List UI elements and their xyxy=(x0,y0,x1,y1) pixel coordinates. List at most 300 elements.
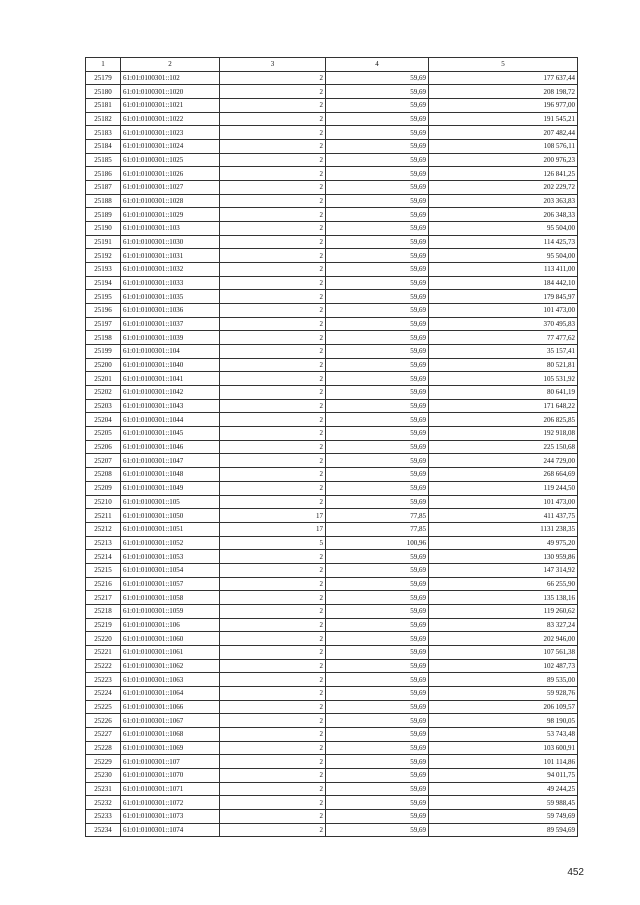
table-cell-col1: 25209 xyxy=(86,481,121,495)
table-cell-col2: 61:01:0100301::105 xyxy=(121,495,220,509)
table-cell-col5: 184 442,10 xyxy=(429,276,578,290)
table-row xyxy=(86,563,578,577)
table-row xyxy=(86,768,578,782)
table-cell-col2: 61:01:0100301::1063 xyxy=(121,673,220,687)
table-cell-col2: 61:01:0100301::1062 xyxy=(121,659,220,673)
column-header-5: 5 xyxy=(429,58,578,72)
table-row xyxy=(86,618,578,632)
table-cell-col4: 59,69 xyxy=(326,358,429,372)
table-cell-col2: 61:01:0100301::1033 xyxy=(121,276,220,290)
table-cell-col5: 89 535,00 xyxy=(429,673,578,687)
table-cell-col3: 2 xyxy=(220,659,326,673)
table-cell-col2: 61:01:0100301::102 xyxy=(121,71,220,85)
table-cell-col5: 83 327,24 xyxy=(429,618,578,632)
table-cell-col2: 61:01:0100301::1022 xyxy=(121,112,220,126)
table-cell-col2: 61:01:0100301::1071 xyxy=(121,782,220,796)
table-cell-col1: 25218 xyxy=(86,604,121,618)
table-row xyxy=(86,140,578,154)
table-cell-col1: 25182 xyxy=(86,112,121,126)
table-cell-col4: 59,69 xyxy=(326,604,429,618)
table-row xyxy=(86,632,578,646)
table-cell-col4: 59,69 xyxy=(326,659,429,673)
table-row xyxy=(86,809,578,823)
table-row xyxy=(86,495,578,509)
table-cell-col2: 61:01:0100301::1059 xyxy=(121,604,220,618)
table-cell-col5: 130 959,86 xyxy=(429,550,578,564)
table-cell-col3: 2 xyxy=(220,276,326,290)
table-cell-col1: 25199 xyxy=(86,345,121,359)
table-cell-col1: 25201 xyxy=(86,372,121,386)
table-cell-col5: 114 425,73 xyxy=(429,235,578,249)
table-cell-col1: 25230 xyxy=(86,768,121,782)
table-cell-col1: 25227 xyxy=(86,727,121,741)
table-cell-col2: 61:01:0100301::1026 xyxy=(121,167,220,181)
table-cell-col5: 95 504,00 xyxy=(429,249,578,263)
table-cell-col3: 2 xyxy=(220,618,326,632)
table-cell-col3: 2 xyxy=(220,741,326,755)
table-cell-col5: 105 531,92 xyxy=(429,372,578,386)
table-row xyxy=(86,413,578,427)
table-cell-col5: 98 190,05 xyxy=(429,714,578,728)
table-row xyxy=(86,782,578,796)
table-row xyxy=(86,276,578,290)
table-cell-col1: 25183 xyxy=(86,126,121,140)
table-cell-col5: 206 825,85 xyxy=(429,413,578,427)
table-cell-col3: 2 xyxy=(220,782,326,796)
table-cell-col3: 2 xyxy=(220,208,326,222)
table-cell-col5: 225 150,68 xyxy=(429,440,578,454)
table-cell-col3: 2 xyxy=(220,686,326,700)
table-cell-col2: 61:01:0100301::1052 xyxy=(121,536,220,550)
table-cell-col1: 25181 xyxy=(86,99,121,113)
table-cell-col5: 191 545,21 xyxy=(429,112,578,126)
table-cell-col5: 206 348,33 xyxy=(429,208,578,222)
table-cell-col1: 25213 xyxy=(86,536,121,550)
table-cell-col5: 49 975,20 xyxy=(429,536,578,550)
table-cell-col2: 61:01:0100301::1028 xyxy=(121,194,220,208)
table-cell-col5: 66 255,90 xyxy=(429,577,578,591)
table-cell-col1: 25222 xyxy=(86,659,121,673)
table-cell-col3: 2 xyxy=(220,181,326,195)
table-cell-col4: 59,69 xyxy=(326,809,429,823)
table-cell-col1: 25204 xyxy=(86,413,121,427)
table-row xyxy=(86,577,578,591)
table-cell-col5: 102 487,73 xyxy=(429,659,578,673)
table-cell-col4: 59,69 xyxy=(326,700,429,714)
table-cell-col4: 59,69 xyxy=(326,782,429,796)
table-cell-col5: 101 114,86 xyxy=(429,755,578,769)
table-cell-col1: 25191 xyxy=(86,235,121,249)
table-cell-col5: 370 495,83 xyxy=(429,317,578,331)
table-cell-col4: 59,69 xyxy=(326,112,429,126)
table-cell-col3: 5 xyxy=(220,536,326,550)
table-cell-col1: 25216 xyxy=(86,577,121,591)
table-cell-col1: 25229 xyxy=(86,755,121,769)
table-cell-col1: 25212 xyxy=(86,522,121,536)
table-cell-col1: 25188 xyxy=(86,194,121,208)
table-cell-col1: 25190 xyxy=(86,222,121,236)
table-cell-col3: 2 xyxy=(220,468,326,482)
table-cell-col2: 61:01:0100301::1044 xyxy=(121,413,220,427)
table-cell-col3: 2 xyxy=(220,550,326,564)
table-cell-col3: 2 xyxy=(220,317,326,331)
table-row xyxy=(86,481,578,495)
table-row xyxy=(86,604,578,618)
table-cell-col5: 59 928,76 xyxy=(429,686,578,700)
table-cell-col5: 171 648,22 xyxy=(429,399,578,413)
table-cell-col3: 2 xyxy=(220,358,326,372)
table-cell-col4: 59,69 xyxy=(326,495,429,509)
table-cell-col1: 25215 xyxy=(86,563,121,577)
table-cell-col5: 59 988,45 xyxy=(429,796,578,810)
table-row xyxy=(86,208,578,222)
table-row xyxy=(86,167,578,181)
table-cell-col1: 25203 xyxy=(86,399,121,413)
table-row xyxy=(86,85,578,99)
table-cell-col4: 59,69 xyxy=(326,755,429,769)
table-row xyxy=(86,372,578,386)
table-cell-col1: 25220 xyxy=(86,632,121,646)
table-cell-col3: 2 xyxy=(220,194,326,208)
table-cell-col2: 61:01:0100301::1057 xyxy=(121,577,220,591)
page-number: 452 xyxy=(567,867,584,878)
table-cell-col3: 2 xyxy=(220,71,326,85)
table-cell-col2: 61:01:0100301::1039 xyxy=(121,331,220,345)
table-cell-col3: 2 xyxy=(220,331,326,345)
table-cell-col2: 61:01:0100301::1020 xyxy=(121,85,220,99)
table-cell-col2: 61:01:0100301::1045 xyxy=(121,427,220,441)
table-cell-col4: 59,69 xyxy=(326,85,429,99)
table-row xyxy=(86,591,578,605)
table-cell-col2: 61:01:0100301::1032 xyxy=(121,263,220,277)
table-cell-col5: 268 664,69 xyxy=(429,468,578,482)
table-cell-col3: 2 xyxy=(220,755,326,769)
table-cell-col5: 53 743,48 xyxy=(429,727,578,741)
table-cell-col4: 59,69 xyxy=(326,304,429,318)
table-cell-col3: 2 xyxy=(220,153,326,167)
table-row xyxy=(86,249,578,263)
table-cell-col4: 59,69 xyxy=(326,276,429,290)
table-cell-col5: 101 473,00 xyxy=(429,495,578,509)
table-cell-col2: 61:01:0100301::1051 xyxy=(121,522,220,536)
table-cell-col4: 59,69 xyxy=(326,686,429,700)
table-cell-col2: 61:01:0100301::1074 xyxy=(121,823,220,837)
table-cell-col2: 61:01:0100301::1070 xyxy=(121,768,220,782)
table-cell-col5: 202 946,00 xyxy=(429,632,578,646)
table-cell-col4: 59,69 xyxy=(326,140,429,154)
table-cell-col2: 61:01:0100301::103 xyxy=(121,222,220,236)
table-cell-col1: 25225 xyxy=(86,700,121,714)
table-row xyxy=(86,468,578,482)
table-cell-col3: 2 xyxy=(220,796,326,810)
table-cell-col5: 179 845,97 xyxy=(429,290,578,304)
table-cell-col5: 59 749,69 xyxy=(429,809,578,823)
table-cell-col5: 196 977,00 xyxy=(429,99,578,113)
table-row xyxy=(86,727,578,741)
table-cell-col2: 61:01:0100301::1041 xyxy=(121,372,220,386)
table-row xyxy=(86,181,578,195)
table-cell-col2: 61:01:0100301::1029 xyxy=(121,208,220,222)
table-cell-col4: 59,69 xyxy=(326,481,429,495)
table-row xyxy=(86,399,578,413)
table-row xyxy=(86,290,578,304)
table-cell-col5: 80 641,19 xyxy=(429,386,578,400)
table-cell-col4: 59,69 xyxy=(326,714,429,728)
table-cell-col4: 59,69 xyxy=(326,194,429,208)
table-cell-col4: 59,69 xyxy=(326,249,429,263)
table-cell-col4: 59,69 xyxy=(326,372,429,386)
column-header-4: 4 xyxy=(326,58,429,72)
table-cell-col1: 25200 xyxy=(86,358,121,372)
table-cell-col4: 59,69 xyxy=(326,591,429,605)
table-cell-col3: 2 xyxy=(220,304,326,318)
table-cell-col4: 59,69 xyxy=(326,399,429,413)
table-cell-col3: 2 xyxy=(220,263,326,277)
table-row xyxy=(86,317,578,331)
table-cell-col3: 2 xyxy=(220,440,326,454)
table-cell-col3: 2 xyxy=(220,235,326,249)
table-cell-col2: 61:01:0100301::1069 xyxy=(121,741,220,755)
table-cell-col1: 25228 xyxy=(86,741,121,755)
table-cell-col2: 61:01:0100301::1049 xyxy=(121,481,220,495)
table-row xyxy=(86,741,578,755)
table-cell-col2: 61:01:0100301::1061 xyxy=(121,645,220,659)
table-cell-col4: 59,69 xyxy=(326,413,429,427)
table-cell-col4: 59,69 xyxy=(326,632,429,646)
table-cell-col2: 61:01:0100301::1066 xyxy=(121,700,220,714)
table-row xyxy=(86,659,578,673)
table-cell-col4: 59,69 xyxy=(326,673,429,687)
table-cell-col2: 61:01:0100301::1073 xyxy=(121,809,220,823)
table-cell-col1: 25208 xyxy=(86,468,121,482)
table-cell-col1: 25198 xyxy=(86,331,121,345)
table-cell-col2: 61:01:0100301::1043 xyxy=(121,399,220,413)
table-cell-col4: 59,69 xyxy=(326,153,429,167)
table-row xyxy=(86,796,578,810)
table-cell-col2: 61:01:0100301::1024 xyxy=(121,140,220,154)
table-cell-col2: 61:01:0100301::104 xyxy=(121,345,220,359)
table-cell-col5: 77 477,62 xyxy=(429,331,578,345)
table-cell-col2: 61:01:0100301::1064 xyxy=(121,686,220,700)
table-cell-col3: 2 xyxy=(220,222,326,236)
table-row xyxy=(86,522,578,536)
table-cell-col4: 59,69 xyxy=(326,440,429,454)
table-cell-col3: 2 xyxy=(220,345,326,359)
table-cell-col1: 25205 xyxy=(86,427,121,441)
table-cell-col3: 2 xyxy=(220,577,326,591)
table-cell-col2: 61:01:0100301::1037 xyxy=(121,317,220,331)
table-cell-col4: 59,69 xyxy=(326,468,429,482)
table-cell-col2: 61:01:0100301::1072 xyxy=(121,796,220,810)
table-row xyxy=(86,194,578,208)
table-cell-col4: 59,69 xyxy=(326,386,429,400)
table-cell-col3: 2 xyxy=(220,140,326,154)
table-cell-col3: 2 xyxy=(220,809,326,823)
table-cell-col3: 2 xyxy=(220,481,326,495)
table-cell-col3: 2 xyxy=(220,112,326,126)
table-cell-col4: 59,69 xyxy=(326,645,429,659)
table-cell-col3: 2 xyxy=(220,823,326,837)
table-row xyxy=(86,645,578,659)
table-cell-col3: 2 xyxy=(220,249,326,263)
table-cell-col2: 61:01:0100301::1030 xyxy=(121,235,220,249)
column-header-1: 1 xyxy=(86,58,121,72)
table-cell-col4: 59,69 xyxy=(326,290,429,304)
table-cell-col1: 25196 xyxy=(86,304,121,318)
table-cell-col1: 25197 xyxy=(86,317,121,331)
table-cell-col2: 61:01:0100301::1036 xyxy=(121,304,220,318)
table-cell-col5: 202 229,72 xyxy=(429,181,578,195)
table-cell-col5: 80 521,81 xyxy=(429,358,578,372)
table-cell-col5: 49 244,25 xyxy=(429,782,578,796)
table-cell-col4: 59,69 xyxy=(326,796,429,810)
table-cell-col3: 2 xyxy=(220,167,326,181)
table-cell-col1: 25231 xyxy=(86,782,121,796)
table-cell-col3: 2 xyxy=(220,454,326,468)
table-cell-col1: 25194 xyxy=(86,276,121,290)
table-cell-col1: 25187 xyxy=(86,181,121,195)
table-row xyxy=(86,263,578,277)
table-cell-col1: 25214 xyxy=(86,550,121,564)
table-row xyxy=(86,686,578,700)
table-cell-col4: 59,69 xyxy=(326,768,429,782)
table-cell-col4: 59,69 xyxy=(326,741,429,755)
table-cell-col1: 25221 xyxy=(86,645,121,659)
table-cell-col4: 59,69 xyxy=(326,208,429,222)
table-cell-col5: 107 561,38 xyxy=(429,645,578,659)
table-cell-col3: 2 xyxy=(220,563,326,577)
table-cell-col4: 77,85 xyxy=(326,509,429,523)
table-cell-col1: 25180 xyxy=(86,85,121,99)
table-row xyxy=(86,71,578,85)
data-table xyxy=(85,57,578,837)
table-cell-col5: 135 138,16 xyxy=(429,591,578,605)
table-cell-col2: 61:01:0100301::1035 xyxy=(121,290,220,304)
table-cell-col5: 147 314,92 xyxy=(429,563,578,577)
table-cell-col3: 2 xyxy=(220,290,326,304)
table-cell-col1: 25217 xyxy=(86,591,121,605)
table-cell-col1: 25226 xyxy=(86,714,121,728)
table-cell-col1: 25207 xyxy=(86,454,121,468)
table-row xyxy=(86,358,578,372)
table-cell-col2: 61:01:0100301::1021 xyxy=(121,99,220,113)
table-cell-col4: 59,69 xyxy=(326,577,429,591)
table-row xyxy=(86,755,578,769)
table-row xyxy=(86,235,578,249)
table-cell-col2: 61:01:0100301::1048 xyxy=(121,468,220,482)
table-cell-col4: 59,69 xyxy=(326,345,429,359)
table-cell-col5: 200 976,23 xyxy=(429,153,578,167)
table-cell-col2: 61:01:0100301::1023 xyxy=(121,126,220,140)
table-cell-col4: 59,69 xyxy=(326,317,429,331)
table-row xyxy=(86,700,578,714)
column-header-3: 3 xyxy=(220,58,326,72)
table-cell-col5: 101 473,00 xyxy=(429,304,578,318)
table-cell-col3: 2 xyxy=(220,126,326,140)
table-cell-col4: 59,69 xyxy=(326,167,429,181)
table-row xyxy=(86,714,578,728)
table-cell-col2: 61:01:0100301::1025 xyxy=(121,153,220,167)
table-row xyxy=(86,345,578,359)
table-cell-col5: 113 411,00 xyxy=(429,263,578,277)
table-cell-col2: 61:01:0100301::1058 xyxy=(121,591,220,605)
table-cell-col4: 59,69 xyxy=(326,823,429,837)
table-cell-col5: 192 918,08 xyxy=(429,427,578,441)
table-cell-col5: 119 260,62 xyxy=(429,604,578,618)
table-cell-col4: 59,69 xyxy=(326,550,429,564)
table-cell-col4: 59,69 xyxy=(326,181,429,195)
table-cell-col4: 77,85 xyxy=(326,522,429,536)
table-cell-col3: 17 xyxy=(220,522,326,536)
table-cell-col5: 244 729,00 xyxy=(429,454,578,468)
table-cell-col2: 61:01:0100301::1027 xyxy=(121,181,220,195)
table-cell-col4: 59,69 xyxy=(326,331,429,345)
table-cell-col3: 2 xyxy=(220,495,326,509)
table-cell-col4: 59,69 xyxy=(326,727,429,741)
table-cell-col3: 2 xyxy=(220,700,326,714)
table-cell-col5: 35 157,41 xyxy=(429,345,578,359)
table-cell-col5: 206 109,57 xyxy=(429,700,578,714)
table-cell-col4: 59,69 xyxy=(326,454,429,468)
table-cell-col1: 25210 xyxy=(86,495,121,509)
table-cell-col4: 100,96 xyxy=(326,536,429,550)
table-cell-col1: 25206 xyxy=(86,440,121,454)
table-body xyxy=(86,71,578,837)
table-cell-col2: 61:01:0100301::1067 xyxy=(121,714,220,728)
table-cell-col1: 25195 xyxy=(86,290,121,304)
table-cell-col4: 59,69 xyxy=(326,126,429,140)
table-cell-col2: 61:01:0100301::1042 xyxy=(121,386,220,400)
table-cell-col5: 411 437,75 xyxy=(429,509,578,523)
table-cell-col3: 2 xyxy=(220,632,326,646)
table-cell-col5: 95 504,00 xyxy=(429,222,578,236)
table-cell-col5: 94 011,75 xyxy=(429,768,578,782)
table-cell-col1: 25186 xyxy=(86,167,121,181)
table-cell-col3: 2 xyxy=(220,399,326,413)
table-cell-col4: 59,69 xyxy=(326,222,429,236)
table-cell-col2: 61:01:0100301::106 xyxy=(121,618,220,632)
table-row xyxy=(86,550,578,564)
table-row xyxy=(86,126,578,140)
table-cell-col1: 25184 xyxy=(86,140,121,154)
table-cell-col3: 2 xyxy=(220,673,326,687)
table-cell-col1: 25193 xyxy=(86,263,121,277)
column-header-2: 2 xyxy=(121,58,220,72)
table-cell-col2: 61:01:0100301::1054 xyxy=(121,563,220,577)
table-cell-col3: 2 xyxy=(220,99,326,113)
table-row xyxy=(86,112,578,126)
table-cell-col4: 59,69 xyxy=(326,563,429,577)
table-row xyxy=(86,331,578,345)
table-cell-col1: 25202 xyxy=(86,386,121,400)
table-row xyxy=(86,99,578,113)
table-row xyxy=(86,509,578,523)
table-row xyxy=(86,673,578,687)
table-cell-col5: 126 841,25 xyxy=(429,167,578,181)
table-cell-col2: 61:01:0100301::107 xyxy=(121,755,220,769)
table-cell-col3: 2 xyxy=(220,427,326,441)
table-cell-col4: 59,69 xyxy=(326,618,429,632)
table-cell-col1: 25192 xyxy=(86,249,121,263)
table-cell-col3: 2 xyxy=(220,768,326,782)
table-cell-col2: 61:01:0100301::1046 xyxy=(121,440,220,454)
table-cell-col1: 25234 xyxy=(86,823,121,837)
table-row xyxy=(86,153,578,167)
table-row xyxy=(86,386,578,400)
table-cell-col1: 25189 xyxy=(86,208,121,222)
table-cell-col3: 2 xyxy=(220,591,326,605)
table-cell-col1: 25211 xyxy=(86,509,121,523)
